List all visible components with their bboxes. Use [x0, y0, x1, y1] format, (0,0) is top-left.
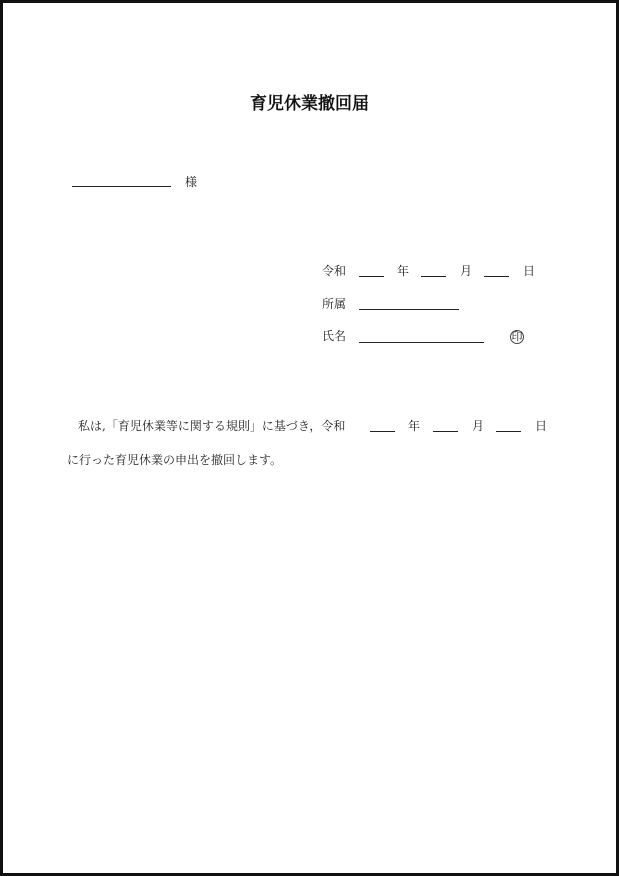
addressee-blank-line [72, 186, 171, 187]
body-line2-text: に行った育児休業の申出を撤回します。 [67, 453, 283, 467]
body-day-label: 日 [535, 419, 548, 433]
body-year-label: 年 [408, 419, 421, 433]
affiliation-blank-line [359, 309, 459, 310]
name-blank-line [359, 342, 484, 343]
document-title: 育児休業撤回届 [250, 94, 369, 114]
affiliation-label: 所属 [322, 297, 347, 311]
date-month-blank [421, 276, 446, 277]
date-year-blank [359, 276, 384, 277]
seal-mark-icon: 印 [511, 330, 523, 343]
date-day-blank [484, 276, 509, 277]
date-year-label: 年 [397, 264, 410, 278]
date-day-label: 日 [523, 264, 536, 278]
body-day-blank [496, 431, 521, 432]
date-month-label: 月 [460, 264, 473, 278]
body-line1-text: 私は,「育児休業等に関する規則」に基づき，令和 [78, 419, 346, 433]
body-month-label: 月 [472, 419, 485, 433]
date-era-label: 令和 [322, 264, 347, 278]
body-month-blank [433, 431, 458, 432]
name-label: 氏名 [322, 329, 347, 343]
body-year-blank [370, 431, 395, 432]
addressee-suffix: 様 [185, 175, 198, 189]
